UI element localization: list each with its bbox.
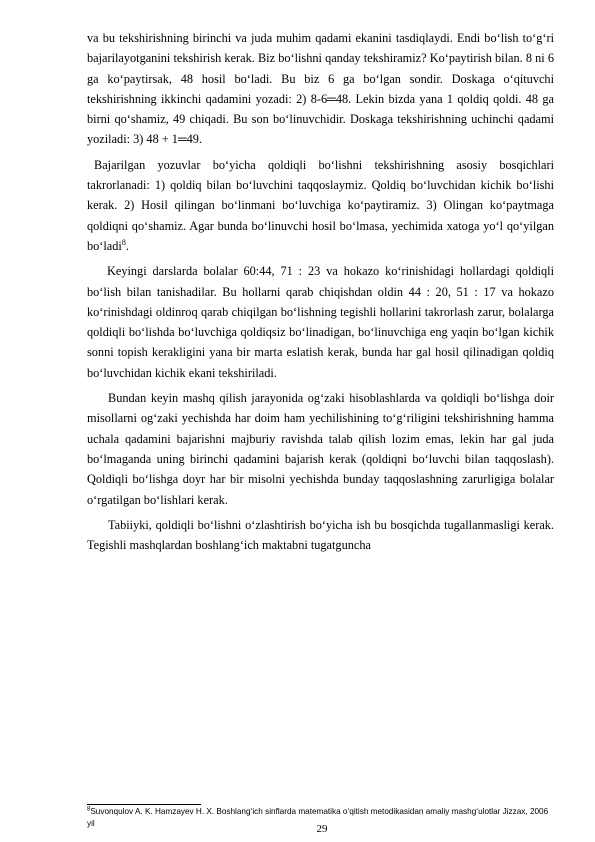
footnote-marker: 8 (87, 806, 91, 813)
paragraph-2-end: . (125, 238, 129, 253)
footnote-separator (87, 804, 201, 805)
footnote-text: Suvonqulov A. K. Hamzayev H. X. Boshlang‘ich sinflarda matematika o‘qitish metodikasidan amaliy mashg‘ulotlar Jizzax, 2006 yil (87, 807, 549, 828)
paragraph-3-text: Keyingi darslarda bolalar 60:44, 71 : 23 va hokazo ko‘rinishidagi hollardagi qoldiqli bo‘lish bilan tanishadilar. Bu hollarni qarab chiqishdan oldin 44 : 20, 51 : 17 va hokazo ko‘rinishdagi oldinroq qarab chiqilgan bo‘lishning tegishli hollarini takrorlash zarur, bolalarga qoldiqli bo‘lishda bo‘luvchiga qoldiqsiz bo‘linadigan, bo‘linuvchiga eng yaqin bo‘lgan kichik sonni topish kerakligini yana bir marta eslatish kerak, bunda har gal hosil qilinadigan qoldiq bo‘luvchidan kichik ekani tekshiriladi. (87, 264, 554, 380)
paragraph-5 (87, 515, 554, 556)
footnote-reference[interactable]: 8 (121, 237, 126, 247)
paragraph-2 (87, 155, 554, 256)
paragraph-3 (87, 261, 554, 383)
body-text (87, 28, 554, 560)
paragraph-1 (87, 28, 554, 150)
paragraph-4-text: Bundan keyin mashq qilish jarayonida og‘zaki hisoblashlarda va qoldiqli bo‘lishga doir misollarni og‘zaki yechishda har doim ham yechilishining to‘g‘riligini tekshirishning hamma uchala qadamini bajarishni majburiy ravishda talab qilish lozim emas, lekin har gal juda bo‘lmaganda uning birinchi qadamini bajarish kerak (qoldiqni bo‘luvchi bilan taqqoslash). Qoldiqli bo‘lishga doyr har bir misolni yechishda bunday taqqoslashning zarurligiga bolalar o‘rgatilgan bo‘lishlari kerak. (87, 391, 554, 507)
page-number: 29 (316, 823, 328, 835)
paragraph-1-text: va bu tekshirishning birinchi va juda muhim qadami ekanini tasdiqlaydi. Endi bo‘lish to‘g‘ri bajarilayotganini tekshirish kerak. Biz bo‘lishni qanday tekshiramiz? Ko‘paytirish bilan. 8 ni 6 ga ko‘paytirsak, 48 hosil bo‘ladi. Bu biz 6 ga bo‘lgan sondir. Doskaga o‘qituvchi tekshirishning ikkinchi qadamini yozadi: 2) 8-6═48. Lekin bizda yana 1 qoldiq qoldi. 48 ga birni qo‘shamiz, 49 chiqadi. Bu son bo‘linuvchidir. Doskaga tekshirishning uchinchi qadami yoziladi: 3) 48 + 1═49. (87, 31, 554, 147)
paragraph-5-text: Tabiiyki, qoldiqli bo‘lishni o‘zlashtirish bo‘yicha ish bu bosqichda tugallanmasligi kerak. Tegishli mashqlardan boshlang‘ich maktabni tugatguncha (87, 517, 554, 553)
paragraph-4 (87, 388, 554, 510)
paragraph-2-text: Bajarilgan yozuvlar bo‘yicha qoldiqli bo‘lishni tekshirishning asosiy bosqichlari takrorlanadi: 1) qoldiq bilan bo‘luvchini taqqoslaymiz. Qoldiq bo‘luvchidan kichik bo‘lishi kerak. 2) Hosil qilingan bo‘linmani bo‘luvchiga ko‘paytiramiz. 3) Olingan ko‘paytmaga qoldiqni qo‘shamiz. Agar bunda bo‘linuvchi hosil bo‘lmasa, yechimida xatoga yo‘l qo‘yilgan bo‘ladi (87, 157, 554, 253)
